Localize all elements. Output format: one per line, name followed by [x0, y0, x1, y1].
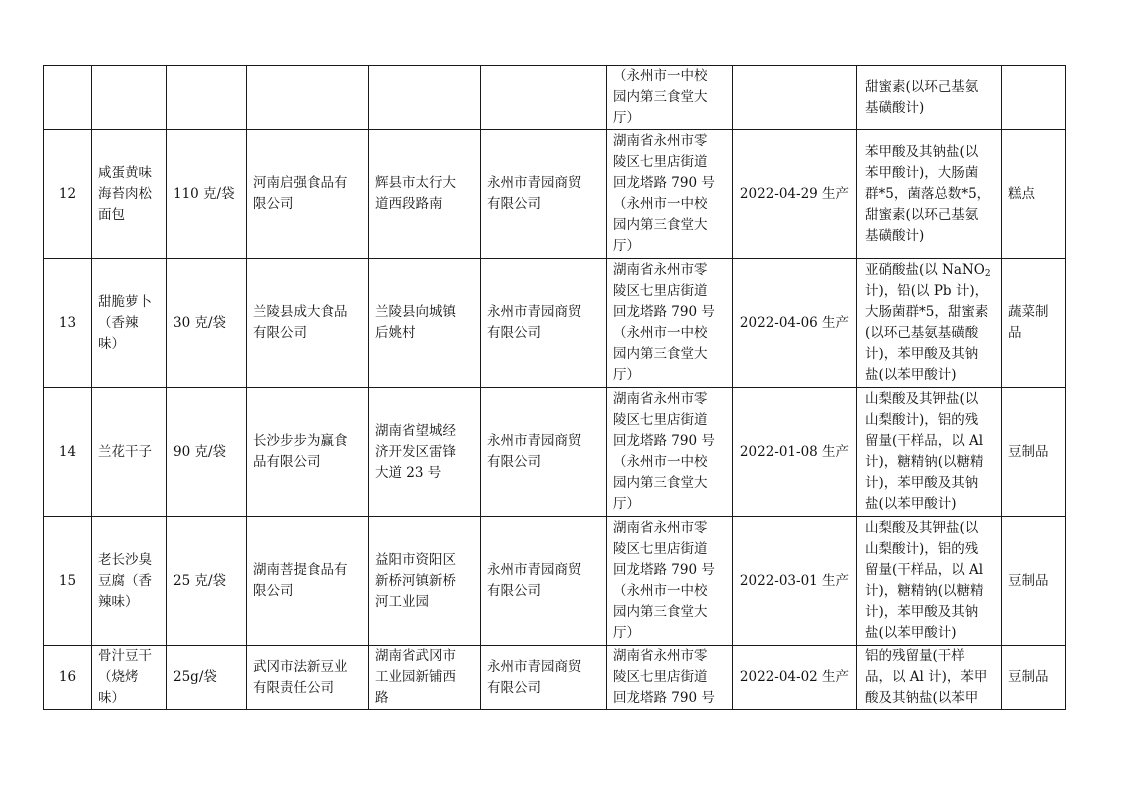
cell-line: 河南启强食品有 [253, 175, 348, 191]
cell-line: （烧烤 [98, 669, 139, 685]
cell-line: 豆制品 [1008, 572, 1049, 589]
cell-line: （香辣 [98, 314, 139, 331]
cell-line: 回龙塔路 790 号 [613, 562, 715, 578]
table-row [44, 646, 1066, 710]
cell-sampled-unit [481, 130, 607, 259]
cell-line: 园内第三食堂大 [613, 604, 708, 620]
cell-spec: 25 克/袋 [167, 517, 247, 646]
cell-lines [613, 131, 726, 257]
cell-line: 益阳市资阳区 [375, 551, 456, 568]
cell-line: 海苔肉松 [98, 185, 152, 202]
table-row [44, 66, 1066, 130]
cell-manufacturer-address [369, 259, 481, 388]
cell-spec: 30 克/袋 [167, 259, 247, 388]
cell-line: 豆制品 [1008, 443, 1049, 460]
cell-line: 有限责任公司 [253, 679, 334, 696]
cell-line: （永州市一中校 [613, 454, 708, 470]
cell-lines [487, 431, 600, 473]
cell-line: 陵区七里店街道 [613, 541, 708, 557]
cell-manufacturer [247, 130, 369, 259]
cell-line: 留量(干样品，以 Al [865, 433, 984, 449]
cell-line: 厅） [613, 110, 640, 126]
cell-line: （永州市一中校 [613, 68, 708, 84]
cell-line: 老长沙臭 [98, 551, 152, 568]
cell-lines [613, 66, 726, 129]
cell-sampled-address [607, 66, 733, 130]
cell-production-date: 2022-04-06 生产 [733, 259, 857, 388]
cell-line: （永州市一中校 [613, 196, 708, 212]
cell-line: 大道 23 号 [375, 464, 442, 481]
cell-manufacturer-address [369, 517, 481, 646]
cell-line: 湖南菩提食品有 [253, 562, 348, 578]
cell-production-date: 2022-04-29 生产 [733, 130, 857, 259]
cell-line: 基磺酸计) [865, 99, 925, 116]
cell-line: 陵区七里店街道 [613, 412, 708, 428]
cell-line: 工业园新铺西 [375, 669, 456, 685]
cell-manufacturer-address [369, 130, 481, 259]
cell-line: 有限公司 [487, 454, 541, 470]
cell-sampled-address [607, 130, 733, 259]
cell-no: 13 [44, 259, 92, 388]
cell-lines [253, 560, 362, 602]
cell-line: 豆腐（香 [98, 572, 152, 589]
cell-lines [613, 646, 726, 709]
table-row [44, 388, 1066, 517]
cell-line: 济开发区雷锋 [375, 443, 456, 460]
cell-spec: 90 克/袋 [167, 388, 247, 517]
cell-line: 厅） [613, 625, 640, 641]
cell-line: 咸蛋黄味 [98, 164, 152, 181]
cell-line [865, 260, 997, 281]
cell-sampled-unit [481, 517, 607, 646]
cell-lines [253, 657, 362, 699]
cell-lines [98, 646, 160, 709]
cell-sampled-unit [481, 259, 607, 388]
cell-line: 山梨酸及其钾盐(以 [865, 391, 979, 407]
cell-no: 16 [44, 646, 92, 710]
cell-line: 盐(以苯甲酸计) [865, 496, 957, 512]
cell-line: 山梨酸计)，铝的残 [865, 541, 979, 557]
cell-lines [865, 142, 997, 247]
cell-line: 味） [98, 690, 125, 706]
cell-line: 有限公司 [487, 196, 541, 212]
cell-line: 有限公司 [487, 679, 541, 696]
cell-manufacturer [247, 66, 369, 130]
cell-category [1002, 646, 1066, 710]
cell-product-name [92, 259, 167, 388]
cell-category [1002, 130, 1066, 259]
cell-line: 湖南省武冈市 [375, 648, 456, 664]
cell-manufacturer [247, 646, 369, 710]
cell-lines [375, 646, 474, 709]
cell-line: 面包 [98, 206, 125, 223]
cell-line: 甜蜜素(以环己基氨 [865, 206, 979, 223]
cell-line: 计)，苯甲酸及其钠 [865, 346, 979, 362]
cell-line: 有限公司 [487, 583, 541, 599]
cell-sampled-unit [481, 66, 607, 130]
cell-manufacturer-address [369, 66, 481, 130]
cell-line: 计)，苯甲酸及其钠 [865, 475, 979, 491]
cell-line: 留量(干样品，以 Al [865, 562, 984, 578]
cell-line: 永州市青园商贸 [487, 433, 582, 449]
cell-line: 盐(以苯甲酸计) [865, 625, 957, 641]
cell-product-name [92, 646, 167, 710]
cell-spec [167, 66, 247, 130]
cell-line: 豆制品 [1008, 669, 1049, 685]
cell-spec: 110 克/袋 [167, 130, 247, 259]
cell-inspection-items [857, 66, 1002, 130]
cell-line: 湖南省永州市零 [613, 391, 708, 407]
table-row [44, 517, 1066, 646]
cell-line: 品，以 Al 计)，苯甲 [865, 669, 988, 685]
cell-production-date: 2022-04-02 生产 [733, 646, 857, 710]
cell-line: 计)，糖精钠(以糖精 [865, 583, 984, 599]
cell-sampled-address [607, 259, 733, 388]
cell-inspection-items [857, 388, 1002, 517]
cell-lines [865, 646, 997, 709]
cell-line: 回龙塔路 790 号 [613, 304, 715, 320]
cell-line: 甜脆萝卜 [98, 293, 152, 310]
cell-line: 后姚村 [375, 325, 416, 341]
cell-line: 群*5，菌落总数*5， [865, 185, 991, 202]
cell-line: 盐(以苯甲酸计) [865, 367, 957, 383]
cell-category [1002, 388, 1066, 517]
cell-line: 有限公司 [253, 325, 307, 341]
cell-lines [375, 173, 474, 215]
cell-inspection-items [857, 646, 1002, 710]
cell-line: 限公司 [253, 583, 294, 599]
cell-line: 陵区七里店街道 [613, 154, 708, 170]
cell-lines [1008, 442, 1059, 463]
cell-line: 新桥河镇新桥 [375, 572, 456, 589]
cell-lines [487, 657, 600, 699]
cell-line: 味） [98, 335, 125, 352]
cell-lines [253, 173, 362, 215]
cell-line: 计)，铅(以 Pb 计)， [865, 283, 989, 299]
cell-line: 兰陵县向城镇 [375, 304, 456, 320]
cell-line: 园内第三食堂大 [613, 217, 708, 233]
cell-line: 辣味） [98, 593, 139, 610]
cell-lines [613, 389, 726, 515]
cell-category [1002, 259, 1066, 388]
cell-line: 计)，糖精钠(以糖精 [865, 454, 984, 470]
cell-production-date: 2022-01-08 生产 [733, 388, 857, 517]
cell-line: 计)，苯甲酸及其钠 [865, 604, 979, 620]
cell-line: 回龙塔路 790 号 [613, 175, 715, 191]
cell-lines [865, 260, 997, 386]
cell-line: 路 [375, 690, 389, 706]
cell-line: 陵区七里店街道 [613, 283, 708, 299]
cell-line: 长沙步步为赢食 [253, 433, 348, 449]
cell-no: 12 [44, 130, 92, 259]
cell-line: 湖南省永州市零 [613, 262, 708, 278]
cell-lines [375, 302, 474, 344]
cell-line: （永州市一中校 [613, 583, 708, 599]
cell-lines [375, 550, 474, 613]
cell-line: 铝的残留量(干样 [865, 648, 965, 664]
cell-line: 永州市青园商贸 [487, 304, 582, 320]
cell-sampled-unit [481, 388, 607, 517]
cell-line: 园内第三食堂大 [613, 475, 708, 491]
cell-line: 品有限公司 [253, 454, 321, 470]
cell-line: 湖南省永州市零 [613, 648, 708, 664]
cell-lines [375, 421, 474, 484]
cell-lines [98, 442, 160, 463]
subscript: 2 [984, 269, 991, 279]
cell-line: 道西段路南 [375, 196, 443, 212]
cell-lines [865, 518, 997, 644]
cell-lines [1008, 302, 1059, 344]
inspection-table [43, 65, 1066, 710]
cell-product-name [92, 130, 167, 259]
cell-line: 厅） [613, 238, 640, 254]
cell-line: 永州市青园商贸 [487, 175, 582, 191]
cell-lines [98, 163, 160, 226]
cell-manufacturer-address [369, 646, 481, 710]
cell-product-name [92, 517, 167, 646]
cell-lines [98, 550, 160, 613]
cell-lines [487, 560, 600, 602]
cell-line: 甜蜜素(以环己基氨 [865, 78, 979, 95]
cell-line: 骨汁豆干 [98, 648, 152, 664]
cell-manufacturer [247, 259, 369, 388]
cell-no [44, 66, 92, 130]
cell-line: 山梨酸及其钾盐(以 [865, 520, 979, 536]
cell-line: 园内第三食堂大 [613, 89, 708, 105]
cell-lines [487, 173, 600, 215]
cell-inspection-items [857, 517, 1002, 646]
cell-line: 酸及其钠盐(以苯甲 [865, 690, 979, 706]
cell-line: 糕点 [1008, 185, 1035, 202]
cell-line: 蔬菜制 [1008, 304, 1049, 320]
cell-lines [253, 302, 362, 344]
cell-manufacturer [247, 388, 369, 517]
cell-sampled-address [607, 517, 733, 646]
cell-line: 辉县市太行大 [375, 175, 456, 191]
cell-lines [613, 260, 726, 386]
cell-line: 永州市青园商贸 [487, 658, 582, 675]
cell-category [1002, 517, 1066, 646]
cell-lines [253, 431, 362, 473]
cell-production-date [733, 66, 857, 130]
cell-inspection-items [857, 259, 1002, 388]
cell-manufacturer-address [369, 388, 481, 517]
cell-lines [487, 302, 600, 344]
cell-line: 厅） [613, 367, 640, 383]
cell-lines [98, 292, 160, 355]
cell-line: 厅） [613, 496, 640, 512]
cell-no: 14 [44, 388, 92, 517]
table-row [44, 130, 1066, 259]
cell-line: 湖南省望城经 [375, 422, 456, 439]
cell-sampled-address [607, 646, 733, 710]
cell-line: 兰陵县成大食品 [253, 304, 348, 320]
cell-line: 回龙塔路 790 号 [613, 433, 715, 449]
cell-lines [1008, 184, 1059, 205]
cell-line: 武冈市法新豆业 [253, 658, 348, 675]
cell-lines [613, 518, 726, 644]
cell-product-name [92, 66, 167, 130]
cell-line: 限公司 [253, 196, 294, 212]
cell-line: （永州市一中校 [613, 325, 708, 341]
cell-line: 湖南省永州市零 [613, 520, 708, 536]
cell-manufacturer [247, 517, 369, 646]
cell-line: 有限公司 [487, 325, 541, 341]
cell-line: 苯甲酸计)，大肠菌 [865, 164, 979, 181]
cell-lines [1008, 667, 1059, 688]
cell-lines [865, 389, 997, 515]
cell-product-name [92, 388, 167, 517]
cell-lines [1008, 571, 1059, 592]
cell-spec: 25g/袋 [167, 646, 247, 710]
cell-line: 品 [1008, 325, 1022, 341]
cell-line: 回龙塔路 790 号 [613, 690, 715, 706]
cell-line: 山梨酸计)，铝的残 [865, 412, 979, 428]
cell-line-text: 亚硝酸盐(以 NaNO [865, 262, 985, 278]
cell-line: 永州市青园商贸 [487, 562, 582, 578]
cell-sampled-address [607, 388, 733, 517]
cell-category [1002, 66, 1066, 130]
cell-production-date: 2022-03-01 生产 [733, 517, 857, 646]
cell-line: 大肠菌群*5，甜蜜素 [865, 304, 989, 320]
cell-line: 园内第三食堂大 [613, 346, 708, 362]
cell-line: (以环己基氨基磺酸 [865, 325, 979, 341]
cell-line: 兰花干子 [98, 443, 152, 460]
cell-line: 河工业园 [375, 593, 429, 610]
cell-lines [865, 77, 997, 119]
table-row [44, 259, 1066, 388]
cell-line: 陵区七里店街道 [613, 669, 708, 685]
cell-line: 基磺酸计) [865, 227, 925, 244]
cell-no: 15 [44, 517, 92, 646]
cell-inspection-items [857, 130, 1002, 259]
cell-line: 湖南省永州市零 [613, 133, 708, 149]
cell-sampled-unit [481, 646, 607, 710]
cell-line: 苯甲酸及其钠盐(以 [865, 143, 979, 160]
